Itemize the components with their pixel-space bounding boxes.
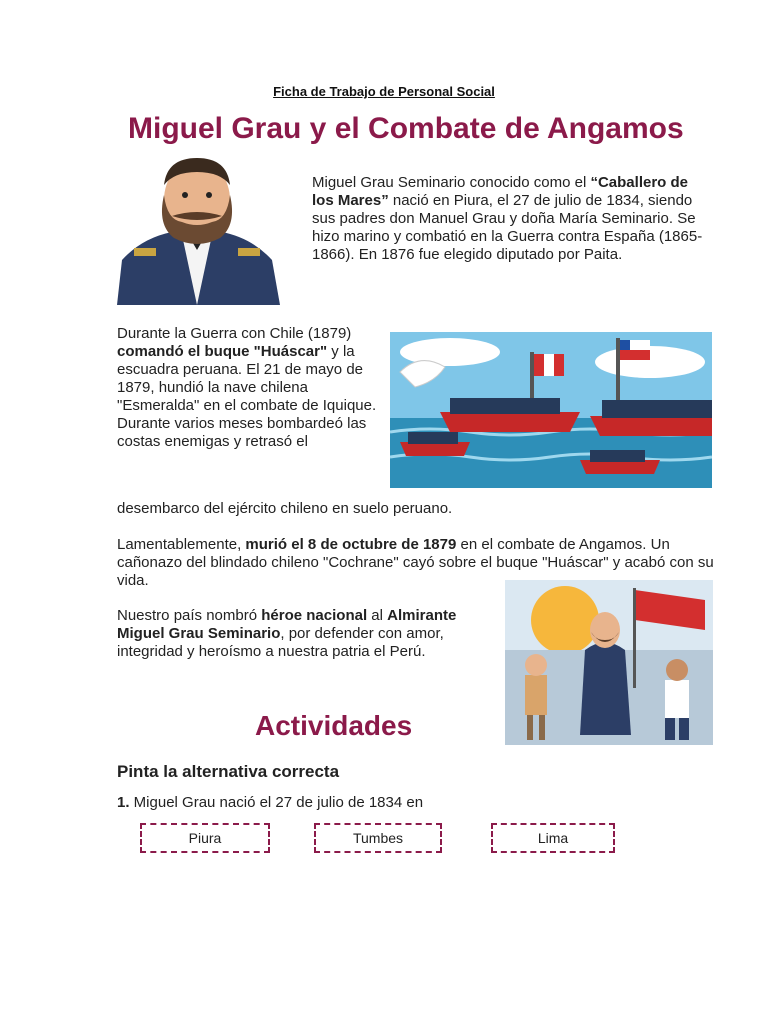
naval-battle-illustration <box>390 332 712 488</box>
paragraph-war-with-chile: Durante la Guerra con Chile (1879) comandó el buque "Huáscar" y la escuadra peruana. El 21 de mayo de 1879, hundió la nave chilena "Esmeralda" en el combate de Iquique. Durante varios meses bombardeó las costas enemigas y retrasó el <box>117 325 377 450</box>
page-title: Miguel Grau y el Combate de Angamos <box>128 112 684 145</box>
activity-instruction: Pinta la alternativa correcta <box>117 762 340 781</box>
paragraph-death: Lamentablemente, murió el 8 de octubre de 1879 en el combate de Angamos. Un cañonazo del blindado chileno "Cochrane" cayó sobre el buque "Huáscar" y acabó con su vida. <box>117 536 714 589</box>
answer-option-lima[interactable]: Lima <box>491 823 615 853</box>
paragraph-war-with-chile-end: desembarco del ejército chileno en suelo peruano. <box>117 500 453 517</box>
miguel-grau-portrait <box>112 150 282 305</box>
activities-title: Actividades <box>255 710 413 741</box>
worksheet-header: Ficha de Trabajo de Personal Social <box>273 84 495 99</box>
national-hero-illustration <box>505 580 713 745</box>
answer-option-piura[interactable]: Piura <box>140 823 270 853</box>
answer-option-tumbes[interactable]: Tumbes <box>314 823 442 853</box>
paragraph-national-hero: Nuestro país nombró héroe nacional al Almirante Miguel Grau Seminario, por defender con amor, integridad y heroísmo a nuestra patria el Perú. <box>117 607 457 660</box>
paragraph-biography: Miguel Grau Seminario conocido como el “Caballero de los Mares” nació en Piura, el 27 de julio de 1834, siendo sus padres don Manuel Grau y doña María Seminario. Se hizo marino y combatió en la Guerra contra España (1865-1866). En 1876 fue elegido diputado por Paita. <box>312 174 703 263</box>
question-1: 1. Miguel Grau nació el 27 de julio de 1834 en <box>117 794 424 811</box>
